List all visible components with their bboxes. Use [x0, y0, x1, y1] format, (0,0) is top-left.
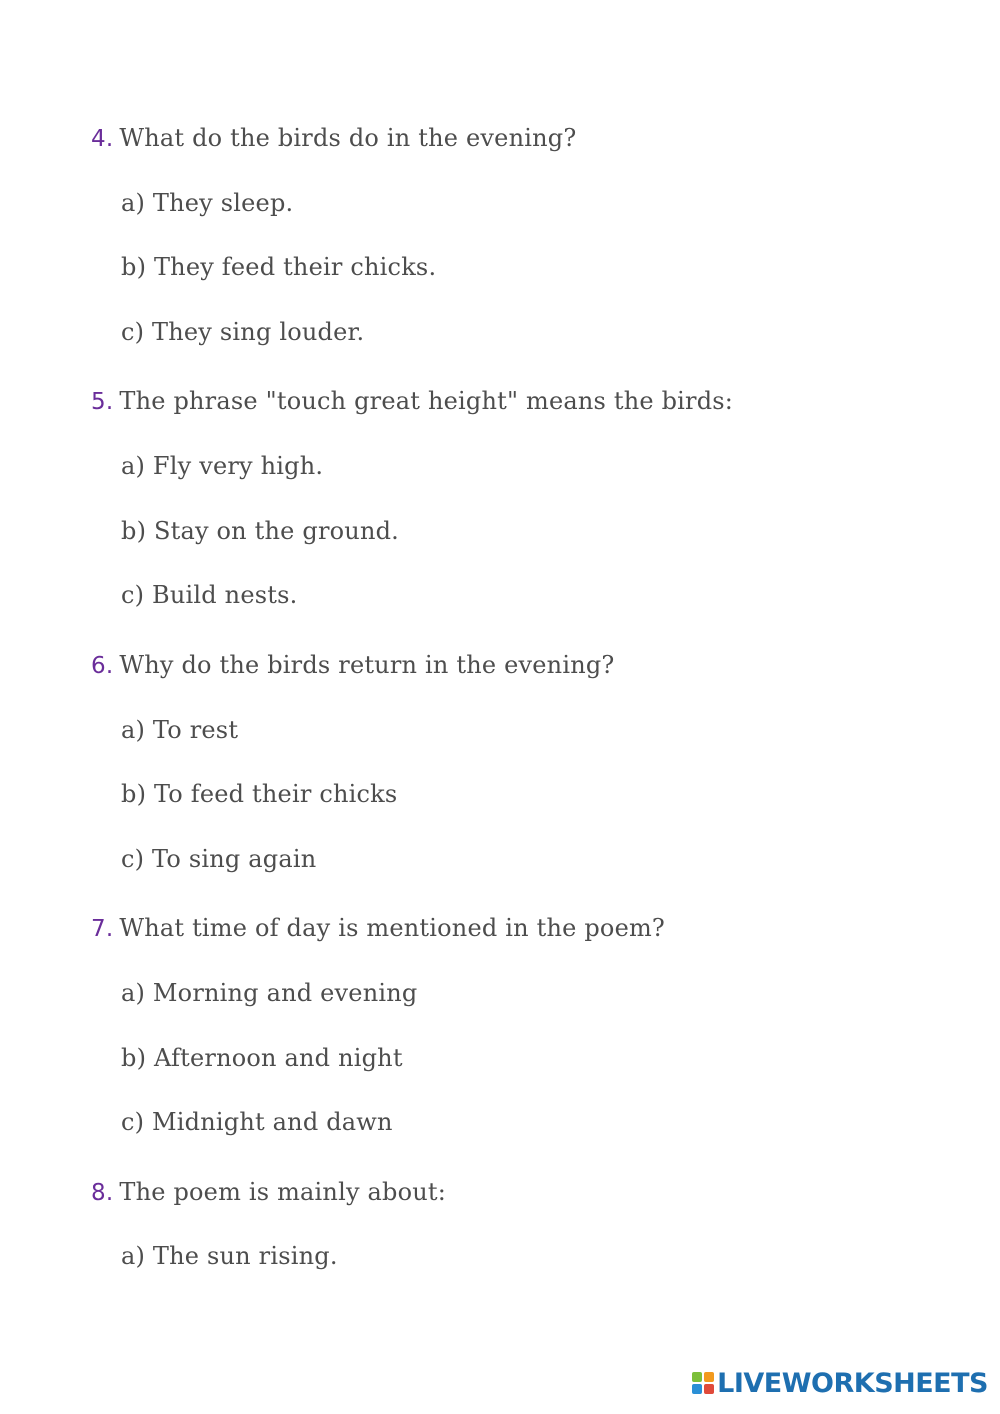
question-8-option-a[interactable]: a) The sun rising.: [121, 1242, 338, 1270]
logo-tile-orange: [704, 1372, 714, 1382]
question-4-option-a[interactable]: a) They sleep.: [121, 189, 294, 217]
question-4: [91, 123, 576, 154]
question-7: [91, 913, 665, 944]
question-4-option-b[interactable]: b) They feed their chicks.: [121, 253, 437, 281]
question-number: 4.: [91, 126, 114, 152]
question-text: What do the birds do in the evening?: [119, 124, 577, 152]
question-text: The poem is mainly about:: [119, 1178, 447, 1206]
question-6-option-a[interactable]: a) To rest: [121, 716, 239, 744]
question-text: Why do the birds return in the evening?: [119, 651, 615, 679]
liveworksheets-logo[interactable]: [692, 1366, 988, 1400]
logo-tile-blue: [692, 1384, 702, 1394]
question-7-option-c[interactable]: c) Midnight and dawn: [121, 1108, 393, 1136]
question-6: [91, 650, 614, 681]
question-5-option-c[interactable]: c) Build nests.: [121, 581, 298, 609]
question-7-option-b[interactable]: b) Afternoon and night: [121, 1044, 403, 1072]
question-5: [91, 386, 733, 417]
logo-tile-red: [704, 1384, 714, 1394]
question-5-option-a[interactable]: a) Fly very high.: [121, 452, 324, 480]
question-6-option-c[interactable]: c) To sing again: [121, 845, 317, 873]
question-6-option-b[interactable]: b) To feed their chicks: [121, 780, 398, 808]
question-number: 8.: [91, 1180, 114, 1206]
question-7-option-a[interactable]: a) Morning and evening: [121, 979, 418, 1007]
question-4-option-c[interactable]: c) They sing louder.: [121, 318, 365, 346]
question-number: 7.: [91, 916, 114, 942]
question-number: 6.: [91, 653, 114, 679]
liveworksheets-logo-icon: [692, 1372, 714, 1394]
question-5-option-b[interactable]: b) Stay on the ground.: [121, 517, 399, 545]
logo-tile-green: [692, 1372, 702, 1382]
logo-text: LIVEWORKSHEETS: [717, 1367, 988, 1399]
question-number: 5.: [91, 389, 114, 415]
question-text: What time of day is mentioned in the poem?: [119, 914, 665, 942]
question-8: [91, 1177, 446, 1208]
question-text: The phrase "touch great height" means the birds:: [119, 387, 734, 415]
